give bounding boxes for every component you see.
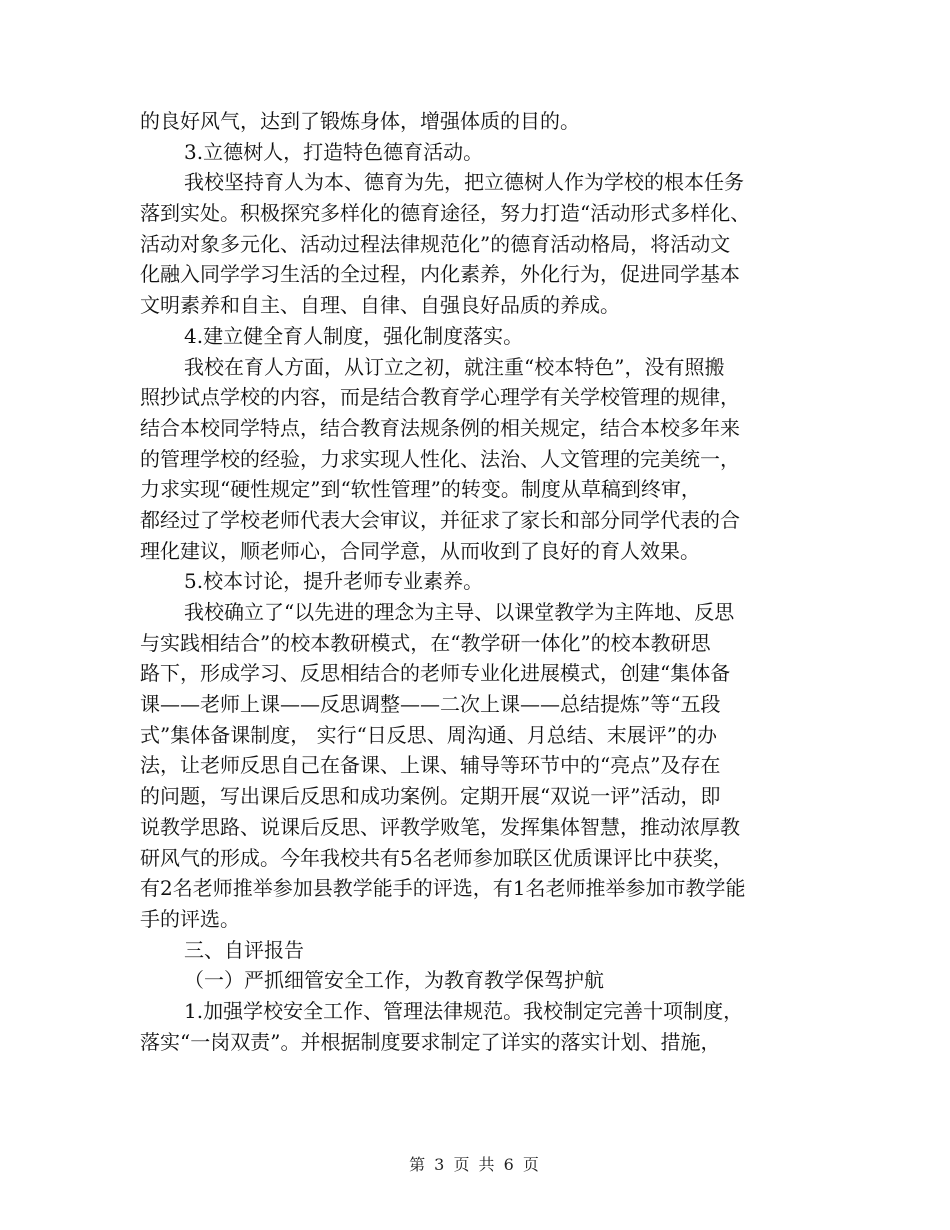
text-line: 都经过了学校老师代表大会审议，并征求了家长和部分同学代表的合 <box>140 507 740 532</box>
text-line: 我校确立了“以先进的理念为主导、以课堂教学为主阵地、反思 <box>184 600 735 624</box>
text-line: 我校在育人方面，从订立之初，就注重“校本特色”，没有照搬 <box>184 354 725 379</box>
document-body <box>140 106 820 1057</box>
text-line: 的问题，写出课后反思和成功案例。定期开展“双说一评”活动，即 <box>140 784 721 809</box>
text-line: 活动对象多元化、活动过程法律规范化”的德育活动格局，将活动文 <box>140 231 731 256</box>
text-line: 三、自评报告 <box>184 937 304 962</box>
text-line: 课——老师上课——反思调整——二次上课——总结提炼”等“五段 <box>140 692 721 717</box>
text-line: 法，让老师反思自己在备课、上课、辅导等环节中的“亮点”及存在 <box>140 753 721 778</box>
text-line: （一）严抓细管安全工作，为教育教学保驾护航 <box>184 968 604 993</box>
text-line: 力求实现“硬性规定”到“软性管理”的转变。制度从草稿到终审， <box>140 477 701 502</box>
text-line: 5.校本讨论，提升老师专业素养。 <box>184 569 484 594</box>
text-line: 理化建议，顺老师心，合同学意，从而收到了良好的育人效果。 <box>140 538 700 563</box>
text-line: 我校坚持育人为本、德育为先，把立德树人作为学校的根本任务 <box>184 170 744 195</box>
text-line: 落实“一岗双责”。并根据制度要求制定了详实的落实计划、措施， <box>140 1029 721 1054</box>
text-line: 研风气的形成。今年我校共有5名老师参加联区优质课评比中获奖， <box>140 845 733 870</box>
text-line: 手的评选。 <box>140 906 240 931</box>
text-line: 3.立德树人，打造特色德育活动。 <box>184 139 484 164</box>
text-line: 4.建立健全育人制度，强化制度落实。 <box>184 323 524 348</box>
text-line: 有2名老师推举参加县教学能手的评选，有1名老师推举参加市教学能 <box>140 876 746 901</box>
page-number-footer: 第 3 页 共 6 页 <box>409 1155 541 1174</box>
text-line: 1.加强学校安全工作、管理法律规范。我校制定完善十项制度， <box>184 998 744 1023</box>
text-line: 照抄试点学校的内容，而是结合教育学心理学有关学校管理的规律， <box>140 385 740 410</box>
text-line: 与实践相结合”的校本教研模式，在“教学研一体化”的校本教研思 <box>140 630 711 655</box>
text-line: 文明素养和自主、自理、自律、自强良好品质的养成。 <box>140 293 620 318</box>
text-line: 式”集体备课制度， 实行“日反思、周沟通、月总结、末展评”的办 <box>140 722 718 747</box>
text-line: 化融入同学学习生活的全过程，内化素养，外化行为，促进同学基本 <box>140 262 740 287</box>
text-line: 路下，形成学习、反思相结合的老师专业化进展模式，创建“集体备 <box>140 661 731 686</box>
text-line: 的管理学校的经验，力求实现人性化、法治、人文管理的完美统一， <box>140 446 740 471</box>
text-line: 的良好风气，达到了锻炼身体，增强体质的目的。 <box>140 109 580 133</box>
text-line: 落到实处。积极探究多样化的德育途径，努力打造“活动形式多样化、 <box>140 201 751 226</box>
text-line: 结合本校同学特点，结合教育法规条例的相关规定，结合本校多年来 <box>140 415 740 440</box>
text-line: 说教学思路、说课后反思、评教学败笔，发挥集体智慧，推动浓厚教 <box>140 814 740 839</box>
